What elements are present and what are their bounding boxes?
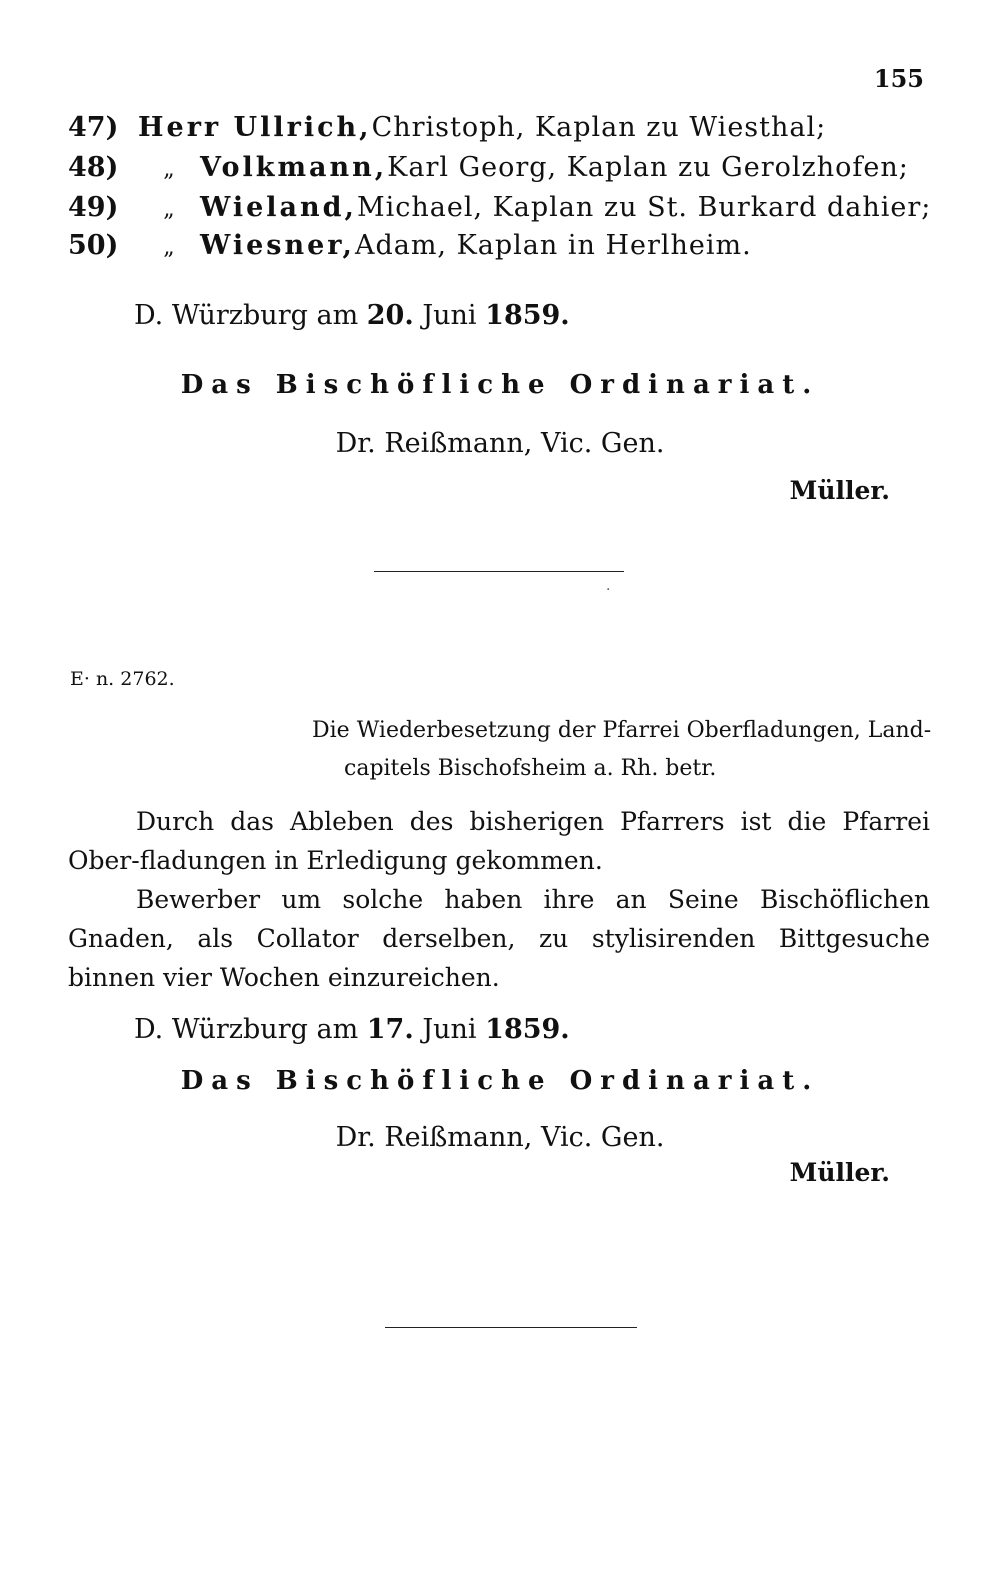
notice2-subject [312,712,932,788]
entry-name: Herr Ullrich, [138,112,372,143]
entry-number: 49) [68,192,119,223]
ditto-mark: „ [163,157,175,182]
date-day: 20. [366,300,414,331]
entry-details: Christoph, Kaplan zu Wiesthal; [371,112,827,143]
entry-details: Adam, Kaplan in Herlheim. [354,230,752,261]
entry-number: 50) [68,230,119,261]
section-divider [385,1327,637,1328]
entry-name: Wieland, [200,192,357,223]
paragraph-text: Bewerber um solche haben ihre an Seine Bischöflichen Gnaden, als Collator derselben, zu stylisirenden Bittgesuche binnen vier Wochen einzureichen. [68,885,930,992]
scan-speck: · [606,582,611,598]
ditto-mark: „ [163,235,175,260]
list-entry [68,192,931,232]
date-year: 1859. [485,1014,570,1045]
paragraph-text: Durch das Ableben des bisherigen Pfarrers ist die Pfarrei Ober-fladungen in Erledigung gekommen. [68,807,930,875]
list-entry [68,112,826,152]
date-year: 1859. [485,300,570,331]
notice1-signature: Dr. Reißmann, Vic. Gen. [335,428,665,459]
ditto-mark: „ [163,197,175,222]
date-month: Juni [413,1014,486,1045]
date-prefix: D. Würzburg am [134,300,367,331]
entry-name: Volkmann, [200,152,388,183]
notice2-clerk: Müller. [789,1158,890,1187]
notice1-date [134,300,570,331]
notice2-ordinariat: Das Bischöfliche Ordinariat. [180,1066,820,1096]
notice2-paragraph-2 [68,880,930,997]
subject-line-1: Die Wiederbesetzung der Pfarrei Oberfladungen, Land- [312,718,932,743]
reference-number: E· n. 2762. [70,668,175,690]
entry-number: 48) [68,152,119,183]
section-divider [374,571,624,572]
list-entry [68,152,909,192]
entry-name: Wiesner, [200,230,355,261]
entry-details: Michael, Kaplan zu St. Burkard dahier; [356,192,932,223]
notice2-date [134,1014,570,1045]
list-entry [68,230,752,270]
entry-details: Karl Georg, Kaplan zu Gerolzhofen; [387,152,909,183]
subject-line-2: capitels Bischofsheim a. Rh. betr. [344,756,717,781]
entry-number: 47) [68,112,119,143]
page-number: 155 [873,64,924,93]
notice1-clerk: Müller. [789,476,890,505]
date-prefix: D. Würzburg am [134,1014,367,1045]
notice2-signature: Dr. Reißmann, Vic. Gen. [335,1122,665,1153]
notice2-paragraph-1 [68,802,930,880]
date-month: Juni [413,300,486,331]
date-day: 17. [366,1014,414,1045]
notice1-ordinariat: Das Bischöfliche Ordinariat. [180,370,820,400]
